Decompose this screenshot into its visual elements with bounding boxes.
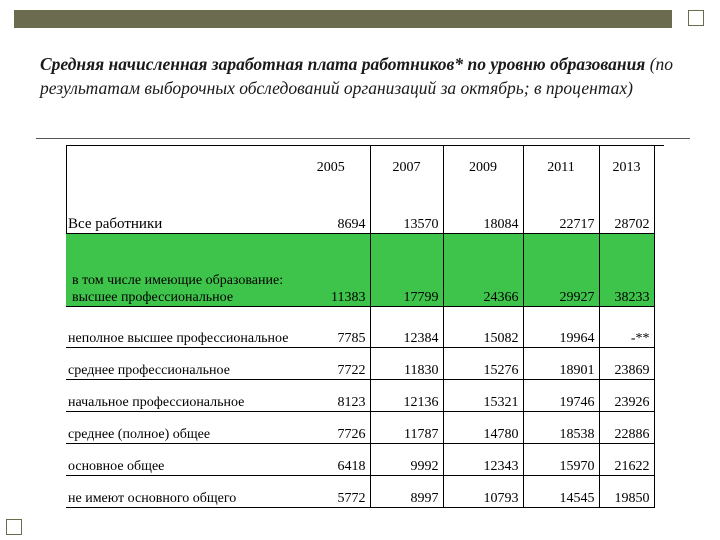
cell-value: 11383 [292,233,370,306]
cell-value: 22717 [523,191,599,233]
cell-value: 8997 [370,475,443,507]
cell-value: 23926 [599,379,654,411]
slide-title [40,52,680,100]
year-header: 2011 [523,145,599,191]
row-label: среднее профессиональное [66,347,292,379]
row-label: не имеют основного общего [66,475,292,507]
row-label: Все работники [66,191,292,233]
cell-value: 9992 [370,443,443,475]
cell-value: 11787 [370,411,443,443]
salary-table [66,145,655,508]
cell-value: 19964 [523,306,599,347]
table-row [66,411,654,443]
table-row [66,233,654,306]
table-row [66,191,654,233]
cell-value: 5772 [292,475,370,507]
cell-value: 19746 [523,379,599,411]
cell-value: 18084 [443,191,523,233]
table-row [66,475,654,507]
table-row [66,306,654,347]
corner-square-decoration [688,10,704,26]
year-header: 2005 [292,145,370,191]
cell-value: 15082 [443,306,523,347]
cell-value: 7785 [292,306,370,347]
cell-value: 18901 [523,347,599,379]
cell-value: 17799 [370,233,443,306]
corner-square-decoration [6,519,22,535]
cell-value: 7722 [292,347,370,379]
cell-value: 12343 [443,443,523,475]
table-row [66,379,654,411]
cell-value: -** [599,306,654,347]
cell-value: 15276 [443,347,523,379]
cell-value: 19850 [599,475,654,507]
cell-value: 14780 [443,411,523,443]
cell-value: 12136 [370,379,443,411]
header-empty-cell [66,145,292,191]
cell-value: 14545 [523,475,599,507]
cell-value: 38233 [599,233,654,306]
cell-value: 6418 [292,443,370,475]
cell-value: 15321 [443,379,523,411]
table-top-border [66,145,664,146]
year-header: 2007 [370,145,443,191]
year-header: 2009 [443,145,523,191]
cell-value: 11830 [370,347,443,379]
cell-value: 24366 [443,233,523,306]
table-row [66,443,654,475]
table-left-border [66,145,67,233]
cell-value: 7726 [292,411,370,443]
table-row [66,347,654,379]
cell-value: 29927 [523,233,599,306]
title-bold-part: Средняя начисленная заработная плата работников* по уровню образования [40,54,646,74]
top-accent-bar [14,10,672,28]
cell-value: 12384 [370,306,443,347]
cell-value: 22886 [599,411,654,443]
cell-value: 18538 [523,411,599,443]
cell-value: 10793 [443,475,523,507]
row-label: в том числе имеющие образование: высшее профессиональное [66,233,292,306]
cell-value: 28702 [599,191,654,233]
row-label: среднее (полное) общее [66,411,292,443]
cell-value: 15970 [523,443,599,475]
cell-value: 8123 [292,379,370,411]
cell-value: 13570 [370,191,443,233]
title-divider [36,138,690,139]
row-label: основное общее [66,443,292,475]
table-header-row [66,145,654,191]
title-normal-part: (по результатам выборочных обследований организаций за октябрь; в процентах) [40,54,674,98]
cell-value: 21622 [599,443,654,475]
row-label: неполное высшее профессиональное [66,306,292,347]
cell-value: 23869 [599,347,654,379]
cell-value: 8694 [292,191,370,233]
year-header: 2013 [599,145,654,191]
row-label: начальное профессиональное [66,379,292,411]
